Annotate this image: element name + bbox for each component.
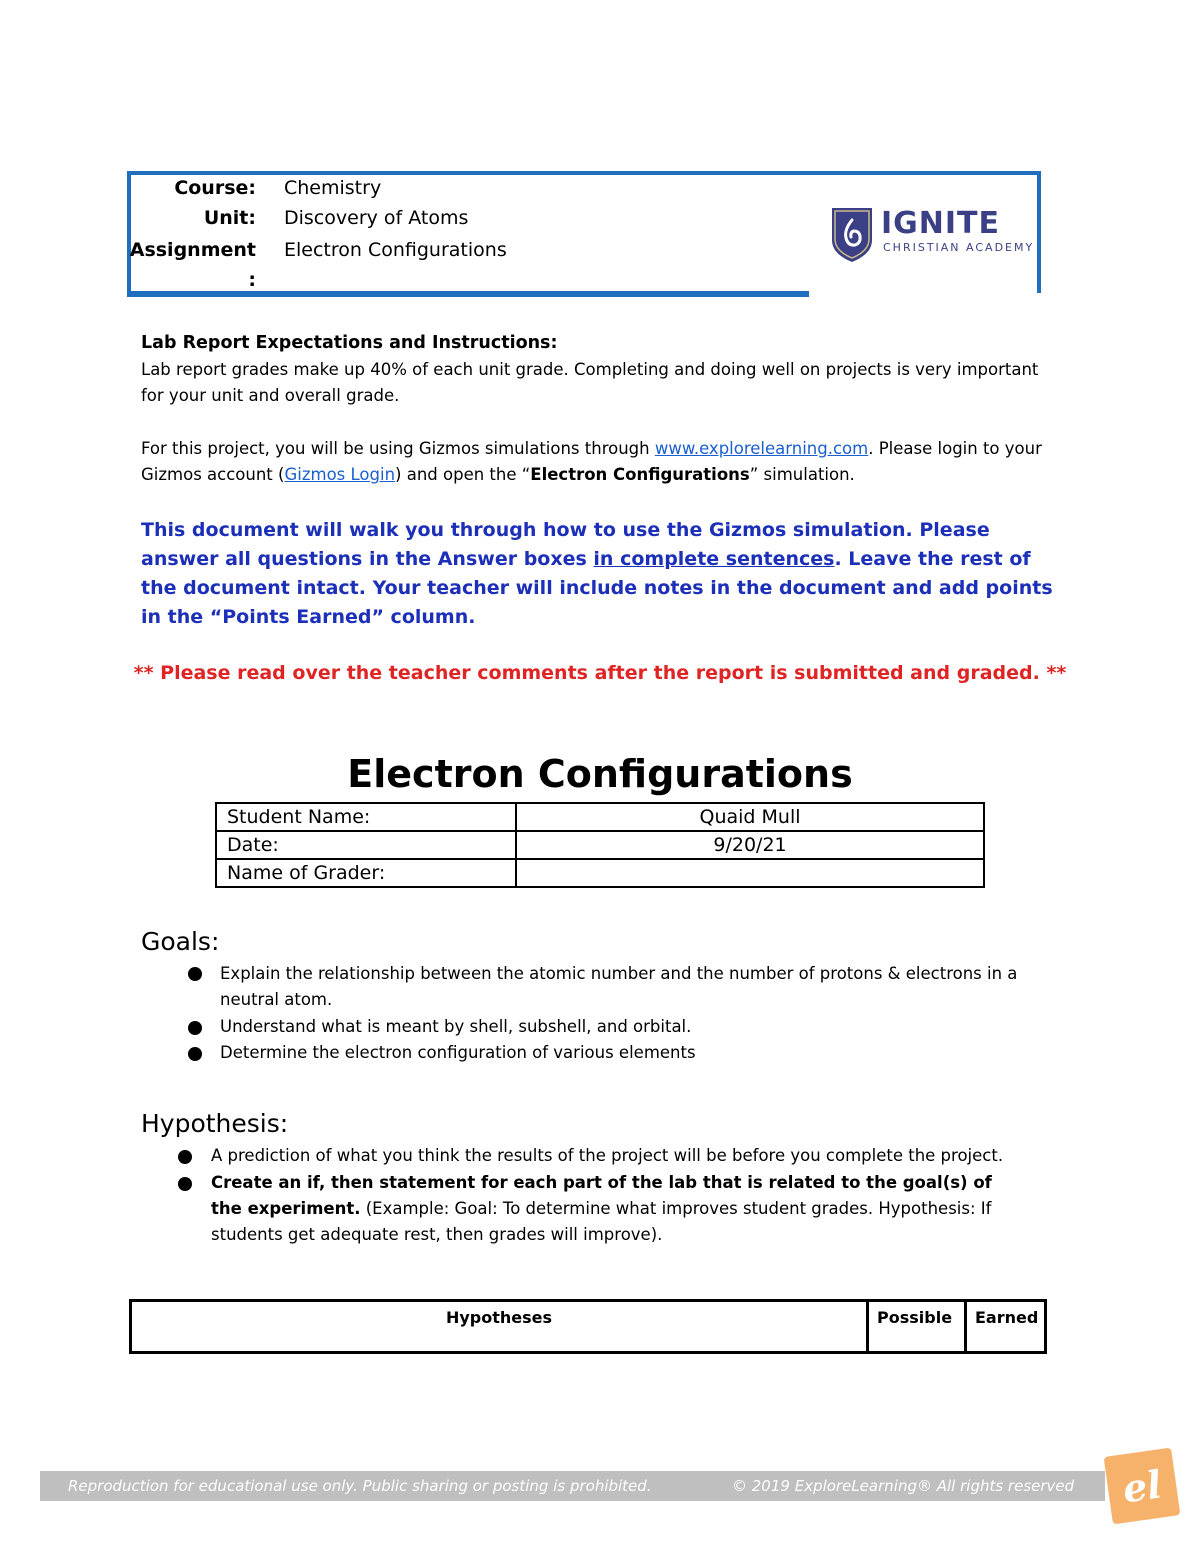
bullet-icon (178, 1177, 192, 1191)
bullet-icon (188, 1047, 202, 1061)
table-row (216, 859, 984, 887)
date-label: Date: (216, 831, 516, 859)
blue-text-b: . Leave the rest of the document intact. Your teacher will include notes in the document and add points in the “Points Earned” column. (141, 548, 1053, 628)
earned-column-header: Earned (966, 1301, 1046, 1353)
grader-value[interactable] (516, 859, 984, 887)
blue-instructions (141, 516, 1061, 632)
goal-item-1: Explain the relationship between the atomic number and the number of protons & electrons in a neutral atom. (220, 964, 1018, 1009)
possible-column-header: Possible (868, 1301, 966, 1353)
logo-secondary-text: CHRISTIAN ACADEMY (883, 241, 1035, 254)
unit-value: Discovery of Atoms (284, 207, 469, 229)
badge-text: el (1119, 1461, 1165, 1511)
table-row (131, 1301, 1046, 1353)
bullet-icon (188, 967, 202, 981)
para2-text-b: . Please login to your Gizmos account ( (141, 439, 1042, 484)
goals-heading: Goals: (141, 927, 220, 956)
header-bottom-rule (127, 291, 809, 297)
blue-text-a: This document will walk you through how to use the Gizmos simulation. Please answer all questions in the Answer boxes (141, 519, 990, 570)
assignment-value: Electron Configurations (284, 239, 507, 261)
student-info-table (215, 802, 985, 888)
unit-label: Unit: (203, 207, 256, 229)
para2-text-d: ” simulation. (749, 465, 855, 484)
table-row (216, 803, 984, 831)
hypothesis-item-2-rest: (Example: Goal: To determine what improves student grades. Hypothesis: If students get adequate rest, then grades will improve). (211, 1199, 992, 1244)
goal-item-2: Understand what is meant by shell, subshell, and orbital. (220, 1017, 692, 1036)
grader-label: Name of Grader: (216, 859, 516, 887)
assignment-colon: : (248, 269, 256, 291)
bullet-icon (178, 1150, 192, 1164)
hypothesis-item-2 (211, 1170, 1011, 1248)
student-name-value: Quaid Mull (516, 803, 984, 831)
hypotheses-column-header: Hypotheses (131, 1301, 868, 1353)
document-title: Electron Configurations (347, 752, 853, 796)
footer-left-text: Reproduction for educational use only. Public sharing or posting is prohibited. (68, 1477, 652, 1495)
explorelearning-link[interactable]: www.explorelearning.com (654, 439, 869, 458)
date-value: 9/20/21 (516, 831, 984, 859)
hypothesis-item-1: A prediction of what you think the results of the project will be before you complete the project. (211, 1146, 1004, 1165)
red-note: ** Please read over the teacher comments after the report is submitted and graded. ** (133, 662, 1067, 684)
instructions-para2 (141, 436, 1071, 488)
logo-primary-text: IGNITE (881, 206, 1001, 241)
hypotheses-table (129, 1299, 1047, 1354)
bullet-icon (188, 1021, 202, 1035)
hypothesis-item-2-bold: Create an if, then statement for each part of the lab that is related to the goal(s) of the experiment. (211, 1173, 992, 1218)
explorelearning-badge-icon (1104, 1448, 1181, 1525)
hypothesis-heading: Hypothesis: (141, 1109, 289, 1138)
goal-item-3: Determine the electron configuration of various elements (220, 1043, 696, 1062)
course-value: Chemistry (284, 177, 382, 199)
para2-bold: Electron Configurations (530, 465, 750, 484)
ignite-shield-icon (829, 204, 875, 264)
footer-right-text: © 2019 ExploreLearning® All rights reserved (732, 1477, 1075, 1495)
para2-text-a: For this project, you will be using Gizmos simulations through (141, 439, 655, 458)
course-label: Course: (174, 177, 256, 199)
para2-text-c: ) and open the “ (395, 465, 531, 484)
assignment-label: Assignment (129, 239, 256, 261)
student-name-label: Student Name: (216, 803, 516, 831)
instructions-para1: Lab report grades make up 40% of each unit grade. Completing and doing well on projects is very important for your unit and overall grade. (141, 360, 1039, 405)
blue-underlined: in complete sentences (593, 548, 835, 570)
instructions-heading: Lab Report Expectations and Instructions: (141, 333, 558, 353)
gizmos-login-link[interactable]: Gizmos Login (284, 465, 396, 484)
table-row (216, 831, 984, 859)
